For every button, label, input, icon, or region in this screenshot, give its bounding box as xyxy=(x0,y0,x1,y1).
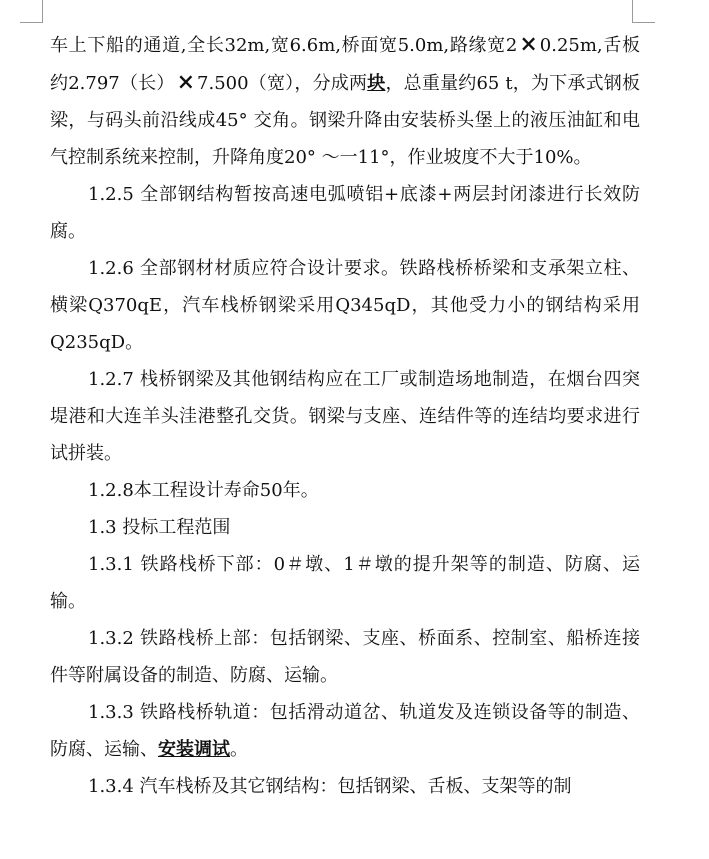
page-corner-mark-right xyxy=(632,0,655,23)
emphasized-text: 块 xyxy=(367,73,386,94)
times-symbol: × xyxy=(176,69,196,95)
paragraph-1-3-3: 1.3.3 铁路栈桥轨道：包括滑动道岔、轨道发及连锁设备等的制造、防腐、运输、安装调试。 xyxy=(50,702,640,760)
heading-1-3: 1.3 投标工程范围 xyxy=(88,517,231,538)
paragraph-1-2-7: 1.2.7 栈桥钢梁及其他钢结构应在工厂或制造场地制造，在烟台四突堤港和大连羊头洼港整孔交货。钢梁与支座、连结件等的连结均要求进行试拼装。 xyxy=(50,369,640,464)
paragraph-1-3-4: 1.3.4 汽车栈桥及其它钢结构：包括钢梁、舌板、支架等的制 xyxy=(88,776,572,797)
paragraph-1-3-1: 1.3.1 铁路栈桥下部：0＃墩、1＃墩的提升架等的制造、防腐、运输。 xyxy=(50,554,640,612)
paragraph-1-2-6: 1.2.6 全部钢材材质应符合设计要求。铁路栈桥桥梁和支承架立柱、横梁Q370qE，汽车栈桥钢梁采用Q345qD，其他受力小的钢结构采用Q235qD。 xyxy=(50,258,640,353)
paragraph-1-2-5: 1.2.5 全部钢结构暂按高速电弧喷铝+底漆+两层封闭漆进行长效防腐。 xyxy=(50,184,640,242)
paragraph-bridge-description: 车上下船的通道,全长32m,宽6.6m,桥面宽5.0m,路缘宽2× 0.25m,舌板约2.797（长）× 7.500（宽），分成两块，总重量约65 t，为下承式钢板梁，与码头前沿线成45° 交角。钢梁升降由安装桥头堡上的液压油缸和电气控制系统来控制，升降角度20° ～一11°，作业坡度不大于10%。 xyxy=(50,31,641,168)
page-corner-mark-left xyxy=(20,0,43,23)
emphasized-text: 安装调试 xyxy=(158,739,230,760)
paragraph-1-3-2: 1.3.2 铁路栈桥上部：包括钢梁、支座、桥面系、控制室、船桥连接件等附属设备的制造、防腐、运输。 xyxy=(50,628,640,686)
times-symbol: × xyxy=(519,31,538,57)
document-body[interactable] xyxy=(50,26,640,805)
paragraph-1-2-8: 1.2.8本工程设计寿命50年。 xyxy=(88,480,319,501)
